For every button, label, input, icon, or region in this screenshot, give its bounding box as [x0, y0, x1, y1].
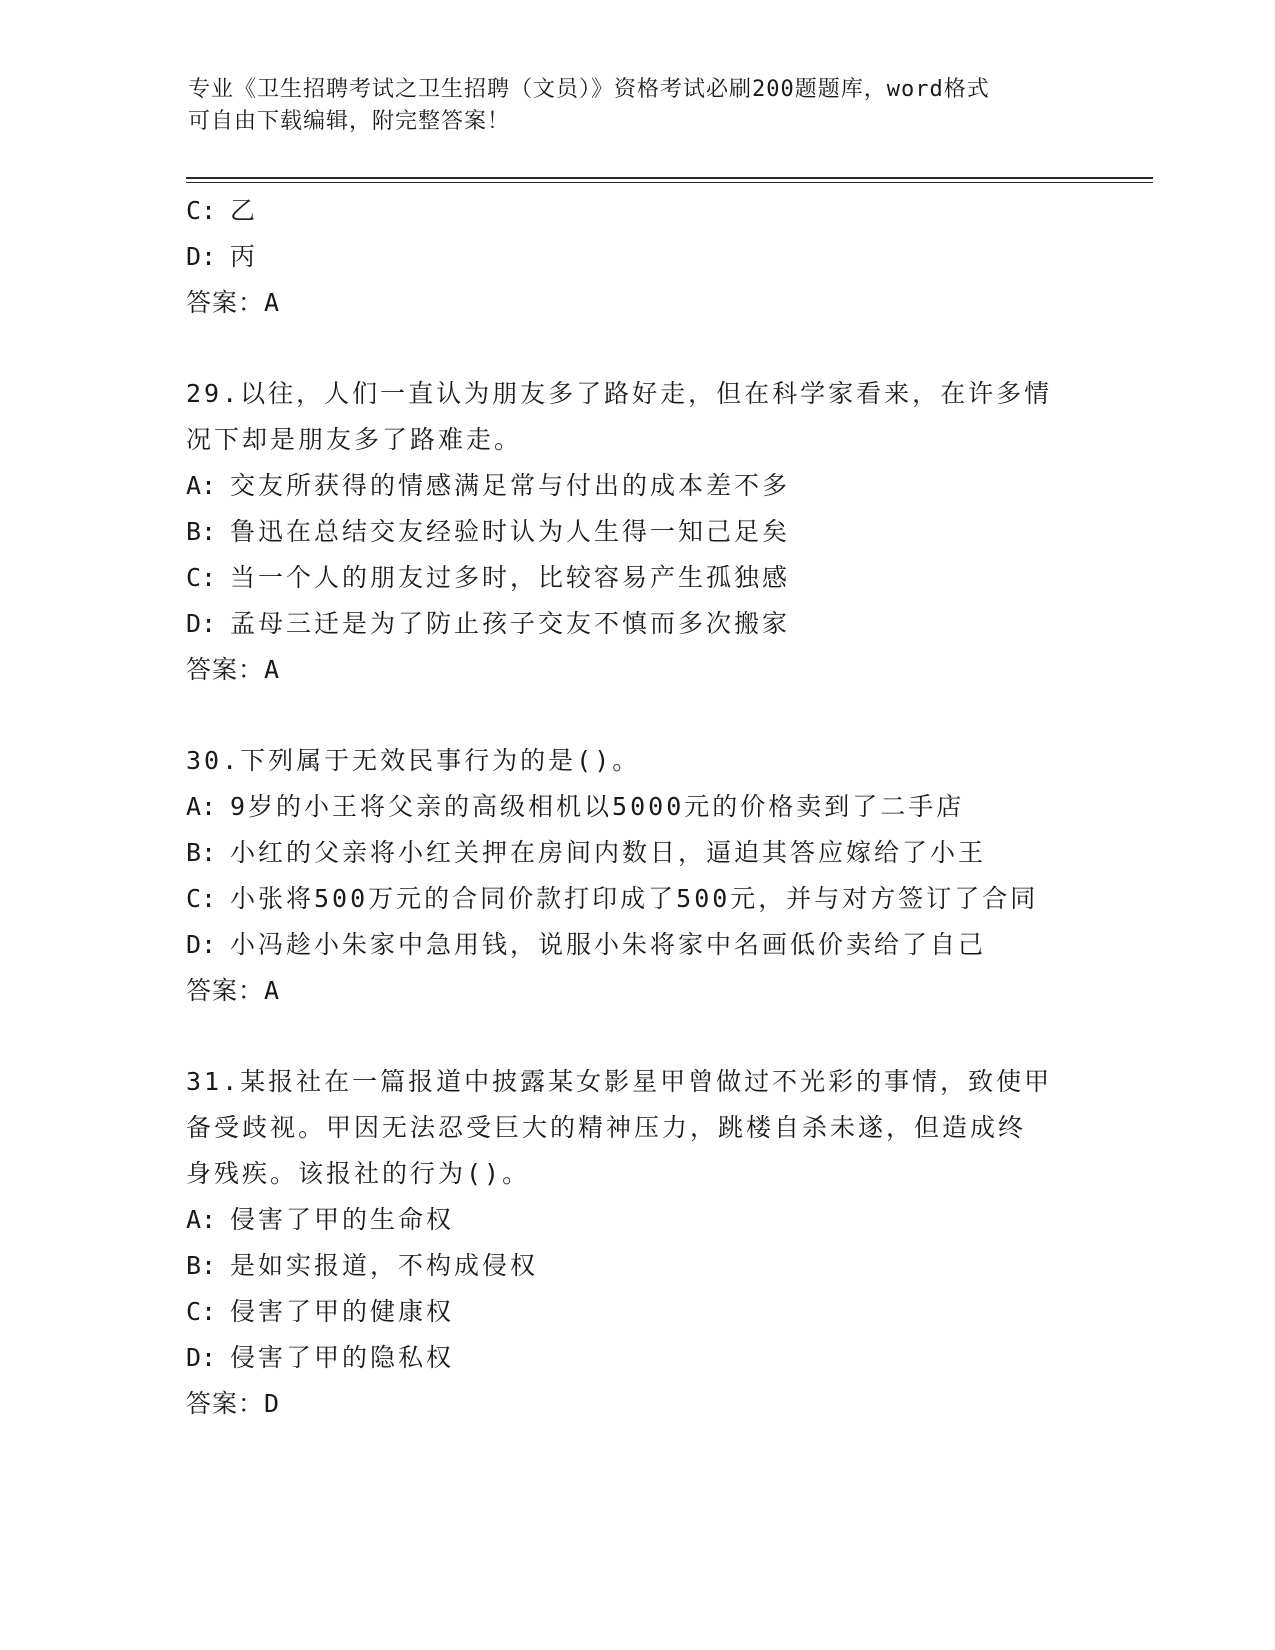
option-d — [186, 601, 1086, 647]
option-a — [186, 1197, 1086, 1243]
option-letter: D: — [186, 930, 217, 959]
option-letter: A: — [186, 792, 217, 821]
option-letter: D: — [186, 609, 217, 638]
option-text: 小红的父亲将小红关押在房间内数日，逼迫其答应嫁给了小王 — [230, 838, 987, 867]
option-text: 小冯趁小朱家中急用钱，说服小朱将家中名画低价卖给了自己 — [230, 930, 987, 959]
answer-line: 答案：A — [186, 288, 281, 317]
header-line-2: 可自由下载编辑，附完整答案！ — [188, 109, 511, 134]
option-c — [186, 1289, 1086, 1335]
option-letter: B: — [186, 838, 217, 867]
spacer — [186, 326, 1086, 371]
option-c — [186, 555, 1086, 601]
option-a — [186, 784, 1086, 830]
option-text: 9岁的小王将父亲的高级相机以5000元的价格卖到了二手店 — [230, 792, 965, 821]
option-letter: C: — [186, 1297, 217, 1326]
option-text: 鲁迅在总结交友经验时认为人生得一知己足矣 — [230, 517, 791, 546]
option-letter: D: — [186, 242, 217, 271]
option-text: 丙 — [230, 242, 259, 271]
option-d — [186, 1335, 1086, 1381]
option-c — [186, 876, 1086, 922]
question-stem-line: 29.以往，人们一直认为朋友多了路好走，但在科学家看来，在许多情 — [186, 379, 1053, 408]
option-a — [186, 463, 1086, 509]
option-d — [186, 234, 1086, 280]
answer-line: 答案：A — [186, 655, 281, 684]
option-letter: A: — [186, 1205, 217, 1234]
option-d — [186, 922, 1086, 968]
option-text: 是如实报道，不构成侵权 — [230, 1251, 539, 1280]
answer-line: 答案：A — [186, 976, 281, 1005]
option-text: 侵害了甲的生命权 — [230, 1205, 455, 1234]
option-b — [186, 830, 1086, 876]
option-letter: C: — [186, 196, 217, 225]
option-text: 乙 — [230, 196, 259, 225]
option-text: 孟母三迁是为了防止孩子交友不慎而多次搬家 — [230, 609, 791, 638]
spacer — [186, 1014, 1086, 1059]
option-text: 侵害了甲的隐私权 — [230, 1343, 455, 1372]
header-rule-thick — [186, 177, 1153, 179]
option-b — [186, 509, 1086, 555]
option-letter: C: — [186, 563, 217, 592]
question-content — [186, 188, 1086, 1427]
option-letter: B: — [186, 517, 217, 546]
question-31 — [186, 1059, 1086, 1427]
answer-line: 答案：D — [186, 1389, 281, 1418]
spacer — [186, 693, 1086, 738]
option-b — [186, 1243, 1086, 1289]
option-text: 小张将500万元的合同价款打印成了500元，并与对方签订了合同 — [230, 884, 1039, 913]
option-text: 当一个人的朋友过多时，比较容易产生孤独感 — [230, 563, 791, 592]
question-stem-line: 备受歧视。甲因无法忍受巨大的精神压力，跳楼自杀未遂，但造成终 — [186, 1113, 1027, 1142]
header-line-1: 专业《卫生招聘考试之卫生招聘（文员）》资格考试必刷200题题库，word格式 — [188, 77, 990, 102]
question-stem-line: 30.下列属于无效民事行为的是()。 — [186, 746, 641, 775]
question-stem-line: 身残疾。该报社的行为()。 — [186, 1159, 531, 1188]
question-stem-line: 31.某报社在一篇报道中披露某女影星甲曾做过不光彩的事情，致使甲 — [186, 1067, 1053, 1096]
header-rule-thin — [186, 182, 1153, 183]
question-stem-line: 况下却是朋友多了路难走。 — [186, 425, 523, 454]
option-letter: A: — [186, 471, 217, 500]
option-letter: C: — [186, 884, 217, 913]
question-29 — [186, 371, 1086, 693]
option-letter: B: — [186, 1251, 217, 1280]
carryover-block — [186, 188, 1086, 326]
option-text: 侵害了甲的健康权 — [230, 1297, 455, 1326]
option-c — [186, 188, 1086, 234]
question-30 — [186, 738, 1086, 1014]
option-letter: D: — [186, 1343, 217, 1372]
option-text: 交友所获得的情感满足常与付出的成本差不多 — [230, 471, 791, 500]
document-header — [188, 74, 1088, 138]
